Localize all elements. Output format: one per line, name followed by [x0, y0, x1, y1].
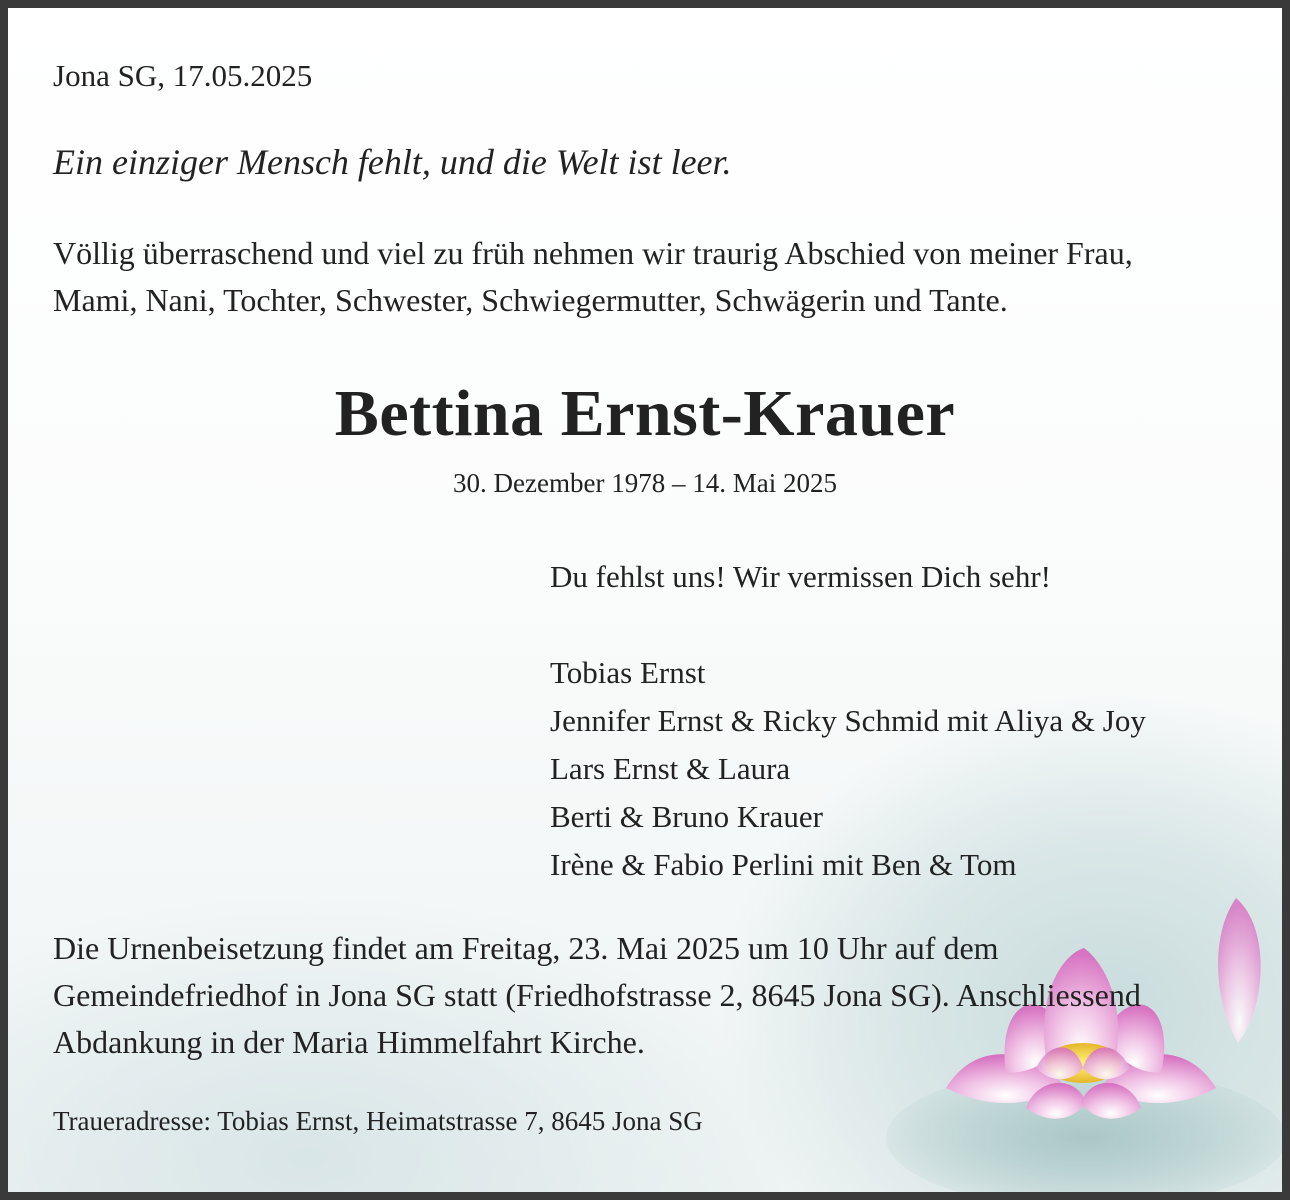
intro-line: Völlig überraschend und viel zu früh nehmen wir traurig Abschied von meiner Frau, [53, 235, 1133, 271]
family-member: Irène & Fabio Perlini mit Ben & Tom [550, 847, 1017, 882]
lifespan-dates: 30. Dezember 1978 – 14. Mai 2025 [453, 468, 837, 498]
service-line: Gemeindefriedhof in Jona SG statt (Friedhofstrasse 2, 8645 Jona SG). Anschliessend [53, 977, 1141, 1013]
place-date: Jona SG, 17.05.2025 [53, 58, 313, 93]
service-info [53, 925, 1141, 1066]
mourning-address: Traueradresse: Tobias Ernst, Heimatstrasse 7, 8645 Jona SG [53, 1106, 703, 1136]
family-member: Lars Ernst & Laura [550, 751, 791, 786]
service-line: Abdankung in der Maria Himmelfahrt Kirche. [53, 1024, 645, 1060]
family-member: Berti & Bruno Krauer [550, 799, 823, 834]
intro-line: Mami, Nani, Tochter, Schwester, Schwiegermutter, Schwägerin und Tante. [53, 282, 1008, 318]
spacer [550, 601, 1146, 649]
obituary-card [8, 8, 1282, 1192]
deceased-name: Bettina Ernst-Krauer [334, 377, 956, 450]
service-line: Die Urnenbeisetzung findet am Freitag, 23. Mai 2025 um 10 Uhr auf dem [53, 930, 999, 966]
family-message: Du fehlst uns! Wir vermissen Dich sehr! [550, 559, 1051, 594]
motto-quote: Ein einziger Mensch fehlt, und die Welt ist leer. [53, 142, 732, 182]
family-block [550, 553, 1146, 889]
family-member: Jennifer Ernst & Ricky Schmid mit Aliya & Joy [550, 703, 1146, 738]
family-member: Tobias Ernst [550, 655, 706, 690]
intro-text [53, 230, 1133, 324]
